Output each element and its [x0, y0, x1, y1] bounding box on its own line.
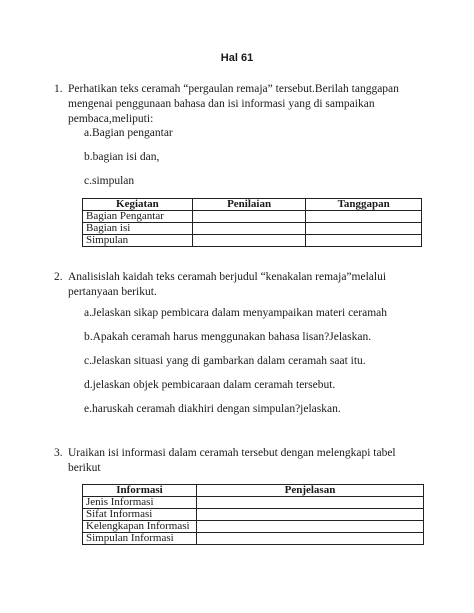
row-label: Jenis Informasi	[83, 497, 197, 509]
answer-cell[interactable]	[306, 211, 422, 223]
question-3-text: Uraikan isi informasi dalam ceramah tersebut dengan melengkapi tabel berikut	[68, 447, 396, 474]
answer-cell[interactable]	[196, 533, 423, 545]
table-row	[83, 211, 422, 223]
table-header: Penilaian	[192, 199, 306, 211]
table-header-row	[83, 485, 424, 497]
row-label: Simpulan Informasi	[83, 533, 197, 545]
table-row	[83, 235, 422, 247]
question-3-number: 3.	[54, 447, 63, 459]
question-2-text: Analisislah kaidah teks ceramah berjudul “kenakalan remaja”melalui pertanyaan berikut.	[68, 271, 387, 298]
question-1-number: 1.	[54, 83, 63, 95]
answer-cell[interactable]	[196, 521, 423, 533]
question-2-number: 2.	[54, 271, 63, 283]
question-2	[54, 270, 428, 300]
table-header: Kegiatan	[83, 199, 193, 211]
answer-cell[interactable]	[306, 223, 422, 235]
page-title: Hal 61	[220, 52, 254, 64]
table-header: Penjelasan	[196, 485, 423, 497]
question-2-item-b: b.Apakah ceramah harus menggunakan bahasa lisan?Jelaskan.	[84, 331, 372, 343]
question-1-text: Perhatikan teks ceramah “pergaulan remaja” tersebut.Berilah tanggapan mengenai penggunaan bahasa dan isi informasi yang di sampaikan pembaca,meliputi:	[68, 83, 399, 125]
question-1-item-b: b.bagian isi dan,	[84, 151, 160, 163]
question-1	[54, 82, 428, 127]
question-2-item-d: d.jelaskan objek pembicaraan dalam ceramah tersebut.	[84, 379, 336, 391]
answer-cell[interactable]	[192, 235, 306, 247]
answer-cell[interactable]	[306, 235, 422, 247]
answer-cell[interactable]	[192, 223, 306, 235]
table-row	[83, 497, 424, 509]
answer-cell[interactable]	[192, 211, 306, 223]
row-label: Bagian Pengantar	[83, 211, 193, 223]
question-2-item-e: e.haruskah ceramah diakhiri dengan simpulan?jelaskan.	[84, 403, 341, 415]
row-label: Bagian isi	[83, 223, 193, 235]
row-label: Sifat Informasi	[83, 509, 197, 521]
table-row	[83, 521, 424, 533]
table-row	[83, 509, 424, 521]
question-1-item-c: c.simpulan	[84, 175, 135, 187]
table-header: Informasi	[83, 485, 197, 497]
question-2-item-c: c.Jelaskan situasi yang di gambarkan dalam ceramah saat itu.	[84, 355, 366, 367]
table-header-row	[83, 199, 422, 211]
table-row	[83, 223, 422, 235]
answer-cell[interactable]	[196, 509, 423, 521]
information-table	[82, 484, 424, 545]
question-2-item-a: a.Jelaskan sikap pembicara dalam menyampaikan materi ceramah	[84, 307, 388, 319]
row-label: Simpulan	[83, 235, 193, 247]
table-row	[83, 533, 424, 545]
table-header: Tanggapan	[306, 199, 422, 211]
assessment-table	[82, 198, 422, 247]
answer-cell[interactable]	[196, 497, 423, 509]
row-label: Kelengkapan Informasi	[83, 521, 197, 533]
question-1-item-a: a.Bagian pengantar	[84, 127, 173, 139]
question-3	[54, 446, 428, 476]
